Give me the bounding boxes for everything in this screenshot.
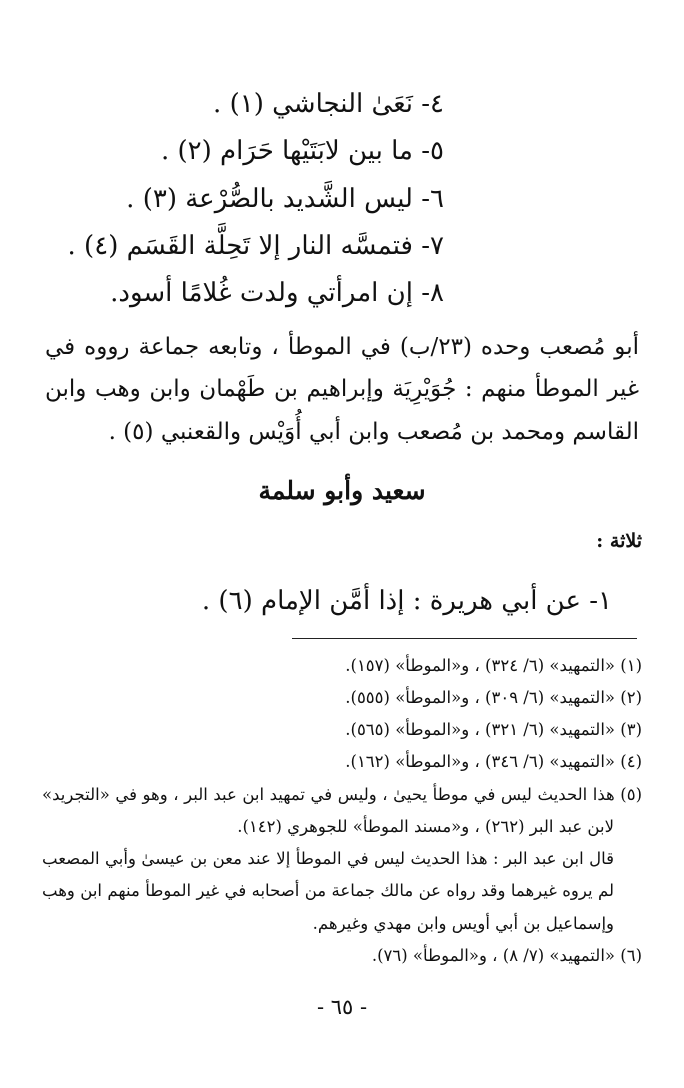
footnote: (٦) «التمهيد» (٧/ ٨) ، و«الموطأ» (٧٦).	[371, 946, 642, 965]
page-number: - ٦٥ -	[316, 995, 368, 1019]
footnote: (٣) «التمهيد» (٦/ ٣٢١) ، و«الموطأ» (٥٦٥).	[345, 720, 642, 739]
footnote-separator	[292, 638, 637, 639]
list-item: ٤- نَعَىٰ النجاشي (١) .	[213, 89, 444, 119]
footnote: (٤) «التمهيد» (٦/ ٣٤٦) ، و«الموطأ» (١٦٢).	[345, 752, 642, 771]
footnote-continuation: قال ابن عبد البر : هذا الحديث ليس في الموطأ إلا عند معن بن عيسىٰ وأبي المصعب	[42, 849, 614, 868]
list-item: ٧- فتمسَّه النار إلا تَحِلَّة القَسَم (٤) .	[67, 231, 444, 261]
footnote: (٢) «التمهيد» (٦/ ٣٠٩) ، و«الموطأ» (٥٥٥).	[345, 688, 642, 707]
footnote-continuation: وإسماعيل بن أبي أويس وابن مهدي وغيرهم.	[312, 914, 614, 933]
list-item: ١- عن أبي هريرة : إذا أمَّن الإمام (٦) .	[201, 586, 612, 616]
paragraph-line: غير الموطأ منهم : جُوَيْرِيَة وإبراهيم بن طَهْمان وابن وهب وابن	[45, 376, 639, 402]
list-item: ٦- ليس الشَّديد بالصُّرْعة (٣) .	[126, 184, 444, 214]
paragraph-line: القاسم ومحمد بن مُصعب وابن أبي أُوَيْس والقعنبي (٥) .	[108, 419, 639, 445]
list-item: ٥- ما بين لابَتَيْها حَرَام (٢) .	[160, 136, 444, 166]
paragraph-line: أبو مُصعب وحده (٢٣/ب) في الموطأ ، وتابعه جماعة رووه في	[45, 334, 639, 360]
footnote-continuation: لم يروه غيرهما وقد رواه عن مالك جماعة من أصحابه في غير الموطأ منهم ابن وهب	[42, 881, 614, 900]
count-label: ثلاثة :	[596, 530, 642, 552]
footnote: (٥) هذا الحديث ليس في موطأ يحيىٰ ، وليس في تمهيد ابن عبد البر ، وهو في «التجريد»	[42, 785, 642, 804]
footnote: (١) «التمهيد» (٦/ ٣٢٤) ، و«الموطأ» (١٥٧).	[345, 656, 642, 675]
section-title: سعيد وأبو سلمة	[258, 476, 426, 505]
list-item: ٨- إن امرأتي ولدت غُلامًا أسود.	[110, 278, 444, 308]
footnote-continuation: لابن عبد البر (٢٦٢) ، و«مسند الموطأ» للجوهري (١٤٢).	[237, 817, 614, 836]
